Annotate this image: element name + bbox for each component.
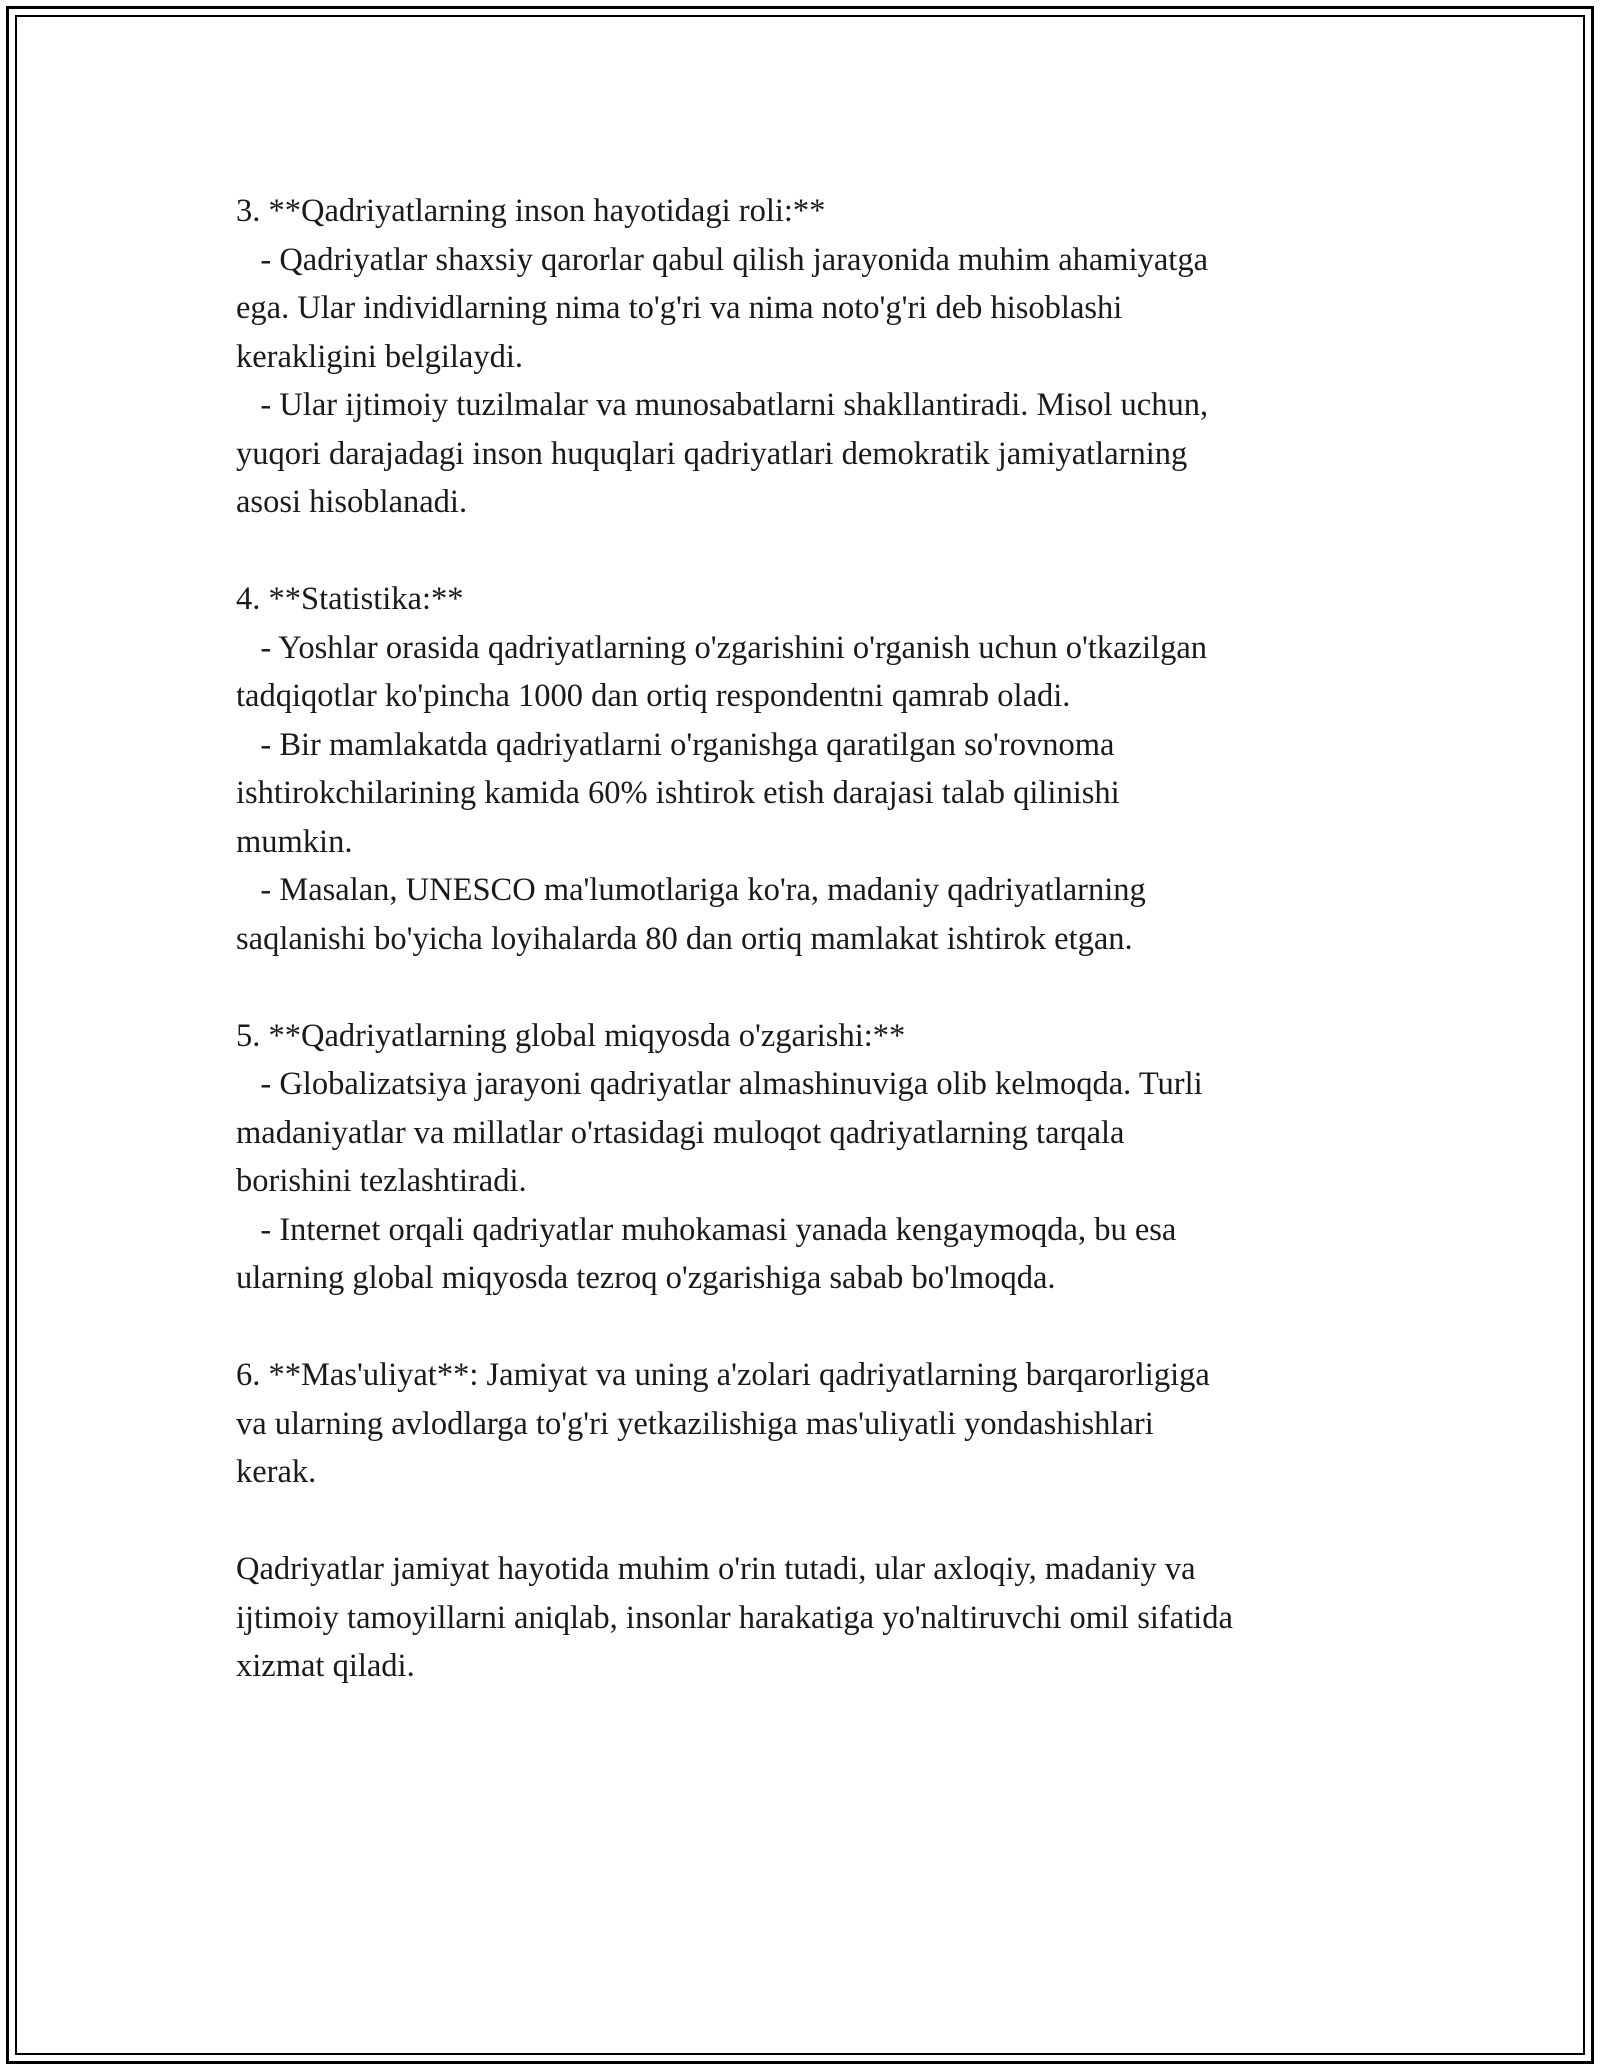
text-line: borishini tezlashtiradi. xyxy=(236,1163,527,1199)
section-heading: 5. **Qadriyatlarning global miqyosda o'zgarishi:** xyxy=(236,1017,906,1054)
text-line: ishtirokchilarining kamida 60% ishtirok etish darajasi talab qilinishi xyxy=(236,775,1120,811)
text-line: ega. Ular individlarning nima to'g'ri va nima noto'g'ri deb hisoblashi xyxy=(236,290,1123,326)
text-line: ularning global miqyosda tezroq o'zgarishiga sabab bo'lmoqda. xyxy=(236,1260,1056,1296)
section-statistics xyxy=(236,575,1376,963)
text-line: - Ular ijtimoiy tuzilmalar va munosabatlarni shakllantiradi. Misol uchun, xyxy=(236,387,1209,423)
section-heading: 6. **Mas'uliyat**: Jamiyat va uning a'zolari qadriyatlarning barqarorligiga xyxy=(236,1357,1210,1393)
text-line: - Globalizatsiya jarayoni qadriyatlar almashinuviga olib kelmoqda. Turli xyxy=(236,1066,1203,1102)
text-line: - Bir mamlakatda qadriyatlarni o'rganishga qaratilgan so'rovnoma xyxy=(236,726,1115,763)
text-line: kerakligini belgilaydi. xyxy=(236,338,524,375)
text-line: - Masalan, UNESCO ma'lumotlariga ko'ra, madaniy qadriyatlarning xyxy=(236,872,1146,908)
text-line: mumkin. xyxy=(236,823,353,860)
document-body xyxy=(236,187,1376,1691)
text-line: Qadriyatlar jamiyat hayotida muhim o'rin tutadi, ular axloqiy, madaniy va xyxy=(236,1551,1196,1587)
text-line: - Internet orqali qadriyatlar muhokamasi yanada kengaymoqda, bu esa xyxy=(236,1211,1177,1248)
section-responsibility xyxy=(236,1351,1376,1497)
text-line: kerak. xyxy=(236,1454,317,1490)
text-line: xizmat qiladi. xyxy=(236,1648,415,1684)
section-heading: 4. **Statistika:** xyxy=(236,581,464,617)
section-heading: 3. **Qadriyatlarning inson hayotidagi roli:** xyxy=(236,193,826,229)
text-line: yuqori darajadagi inson huquqlari qadriyatlari demokratik jamiyatlarning xyxy=(236,435,1188,472)
text-line: saqlanishi bo'yicha loyihalarda 80 dan ortiq mamlakat ishtirok etgan. xyxy=(236,920,1133,957)
text-line: va ularning avlodlarga to'g'ri yetkazilishiga mas'uliyatli yondashishlari xyxy=(236,1405,1154,1442)
conclusion-paragraph xyxy=(236,1545,1376,1691)
section-values-role xyxy=(236,187,1376,527)
text-line: tadqiqotlar ko'pincha 1000 dan ortiq respondentni qamrab oladi. xyxy=(236,678,1071,714)
text-line: ijtimoiy tamoyillarni aniqlab, insonlar harakatiga yo'naltiruvchi omil sifatida xyxy=(236,1599,1233,1636)
text-line: - Qadriyatlar shaxsiy qarorlar qabul qilish jarayonida muhim ahamiyatga xyxy=(236,241,1209,278)
text-line: asosi hisoblanadi. xyxy=(236,484,468,520)
text-line: - Yoshlar orasida qadriyatlarning o'zgarishini o'rganish uchun o'tkazilgan xyxy=(236,629,1208,666)
text-line: madaniyatlar va millatlar o'rtasidagi muloqot qadriyatlarning tarqala xyxy=(236,1114,1125,1151)
section-global-change xyxy=(236,1012,1376,1303)
